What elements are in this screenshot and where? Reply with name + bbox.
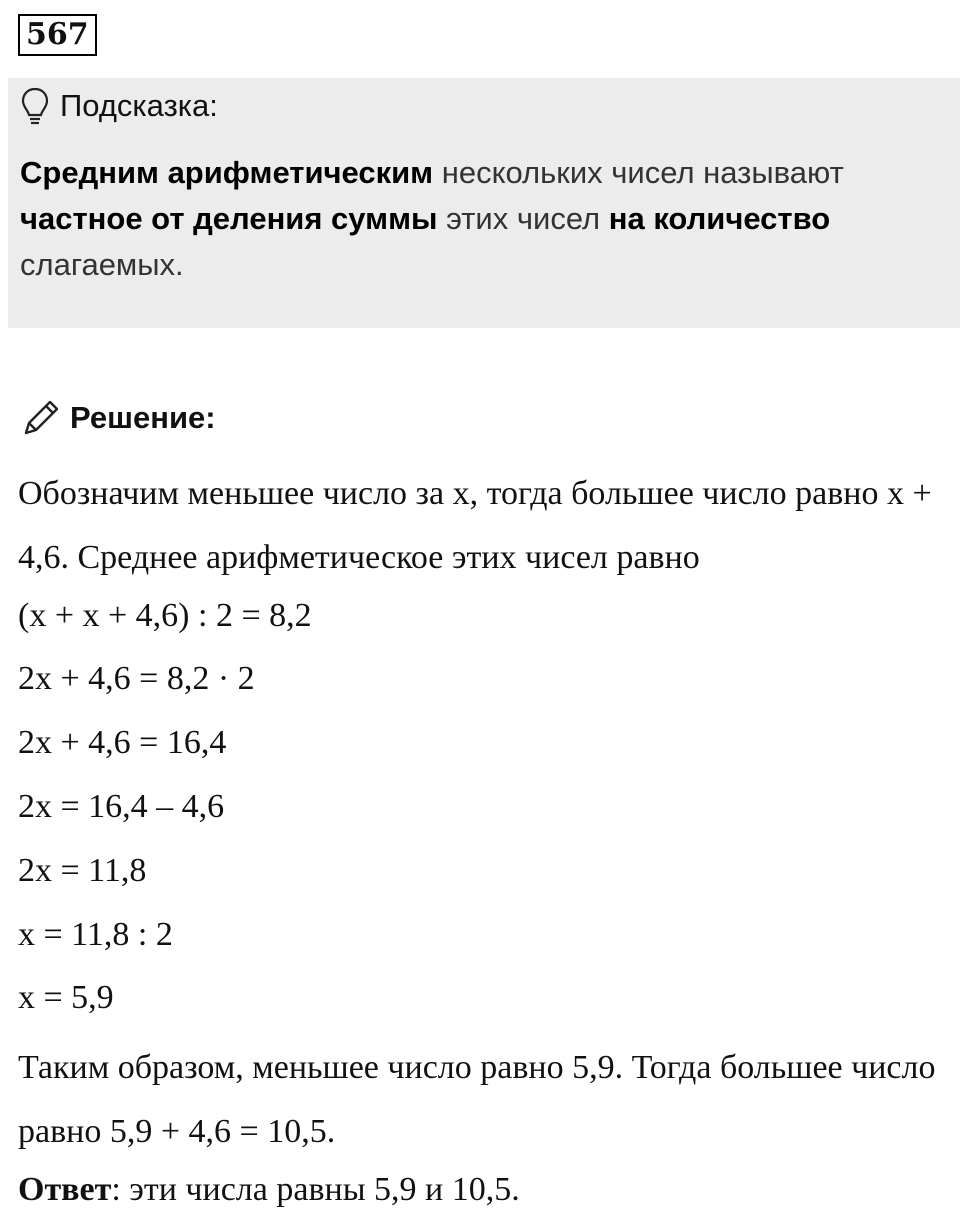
equation-step: 2x = 16,4 – 4,6 (18, 787, 225, 825)
hint-term-2: частное от деления суммы (20, 201, 438, 236)
solution-conclusion: Таким образом, меньшее число равно 5,9. Тогда большее число равно 5,9 + 4,6 = 10,5. (18, 1049, 936, 1150)
equation-step: 2x + 4,6 = 16,4 (18, 724, 227, 762)
solution-header (20, 396, 216, 440)
lightbulb-icon (20, 86, 50, 126)
equation-step: x = 11,8 : 2 (18, 915, 173, 953)
hint-header (20, 86, 218, 126)
solution-body (18, 462, 953, 1228)
hint-text (20, 150, 920, 288)
hint-text-4: этих чисел (437, 201, 609, 236)
equation-step: 2x = 11,8 (18, 851, 147, 889)
solution-intro: Обозначим меньшее число за x, тогда большее число равно x + 4,6. Среднее арифметическое этих чисел равно (18, 475, 932, 576)
answer-text: : эти числа равны 5,9 и 10,5. (111, 1170, 520, 1208)
solution-title: Решение: (70, 400, 216, 435)
hint-title: Подсказка: (60, 88, 218, 123)
hint-text-2: нескольких чисел называют (433, 155, 844, 190)
hint-term-3: на количество (608, 201, 831, 236)
hint-term-1: Средним арифметическим (20, 155, 434, 190)
equation-step: 2x + 4,6 = 8,2 · 2 (18, 660, 255, 698)
answer-label: Ответ (18, 1170, 112, 1208)
equation-step: x = 5,9 (18, 979, 114, 1017)
problem-number: 567 (18, 14, 97, 56)
hint-text-6: слагаемых. (20, 247, 184, 282)
answer-line (18, 1164, 953, 1228)
equation-step: (x + x + 4,6) : 2 = 8,2 (18, 596, 312, 634)
pencil-icon (20, 397, 62, 439)
